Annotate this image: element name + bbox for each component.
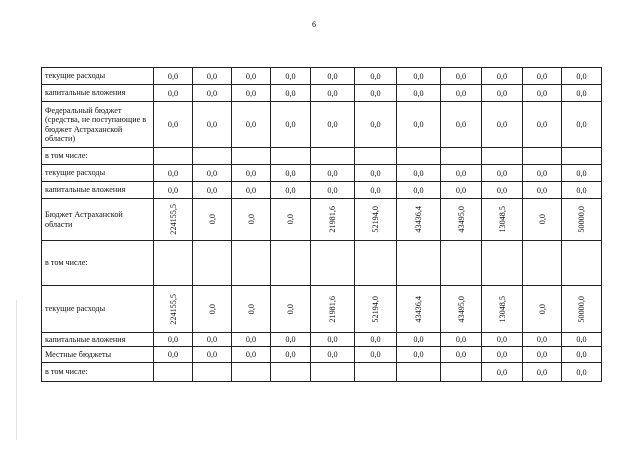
- value-cell: [271, 199, 311, 241]
- cell-value: 0,0: [496, 120, 508, 129]
- cell-value: 0,0: [536, 168, 548, 178]
- value-cell: [523, 363, 562, 382]
- rotated-value: 0,0: [207, 303, 217, 315]
- value-cell: [271, 68, 311, 85]
- value-cell: [271, 286, 311, 333]
- value-cell: [441, 68, 482, 85]
- value-cell: [523, 148, 562, 165]
- cell-value: 0,0: [536, 185, 548, 195]
- cell-value: 0,0: [327, 335, 338, 344]
- cell-value: 0,0: [576, 350, 587, 359]
- value-cell: [311, 347, 355, 363]
- value-cell: [311, 102, 355, 148]
- value-cell: [397, 102, 441, 148]
- value-cell: [154, 199, 193, 241]
- value-cell: [355, 286, 397, 333]
- value-cell: [562, 363, 602, 382]
- cell-value: 0,0: [285, 71, 296, 81]
- value-cell: [562, 199, 602, 241]
- value-cell: [232, 102, 271, 148]
- rotated-value-wrap: [562, 287, 601, 332]
- cell-value: 0,0: [455, 71, 467, 81]
- value-cell: [154, 286, 193, 333]
- value-cell: [355, 182, 397, 199]
- rotated-value-wrap: [397, 200, 440, 240]
- cell-value: 0,0: [206, 120, 218, 129]
- cell-value: 0,0: [536, 350, 548, 359]
- value-cell: [232, 241, 271, 286]
- value-cell: [311, 85, 355, 102]
- cell-value: 0,0: [455, 168, 467, 178]
- row-label: капитальные вложения: [42, 182, 154, 199]
- cell-value: 0,0: [167, 185, 179, 195]
- cell-value: 0,0: [245, 350, 257, 359]
- cell-value: 0,0: [413, 88, 424, 98]
- budget-table-body: [42, 68, 602, 382]
- value-cell: [355, 148, 397, 165]
- rotated-value: 43436,4: [414, 206, 423, 233]
- value-cell: [441, 363, 482, 382]
- value-cell: [193, 148, 232, 165]
- row-label: текущие расходы: [42, 165, 154, 182]
- value-cell: [482, 68, 523, 85]
- rotated-value-wrap: [311, 287, 354, 332]
- value-cell: [232, 165, 271, 182]
- rotated-value-wrap: [441, 287, 481, 332]
- cell-value: 0,0: [370, 168, 381, 178]
- value-cell: [523, 85, 562, 102]
- value-cell: [355, 241, 397, 286]
- row-label: текущие расходы: [42, 286, 154, 333]
- value-cell: [482, 102, 523, 148]
- cell-value: 0,0: [576, 88, 587, 98]
- value-cell: [193, 286, 232, 333]
- cell-value: 0,0: [245, 120, 257, 129]
- page-number: 6: [312, 20, 316, 29]
- value-cell: [271, 148, 311, 165]
- cell-value: 0,0: [496, 185, 508, 195]
- value-cell: [441, 182, 482, 199]
- rotated-value: 43495,0: [456, 295, 466, 323]
- value-cell: [523, 241, 562, 286]
- cell-value: 0,0: [245, 185, 257, 195]
- value-cell: [562, 333, 602, 347]
- cell-value: 0,0: [206, 71, 218, 81]
- cell-value: 0,0: [285, 335, 296, 344]
- rotated-value: 0,0: [537, 214, 547, 225]
- cell-value: 0,0: [245, 335, 257, 344]
- cell-value: 0,0: [370, 120, 381, 129]
- rotated-value-wrap: [154, 200, 192, 240]
- cell-value: 0,0: [285, 120, 296, 129]
- row-label: в том числе:: [42, 148, 154, 165]
- value-cell: [271, 333, 311, 347]
- cell-value: 0,0: [370, 335, 381, 344]
- rotated-value-wrap: [355, 200, 396, 240]
- rotated-value: 224155,5: [168, 293, 178, 325]
- table-row: [42, 363, 602, 382]
- value-cell: [441, 165, 482, 182]
- table-row: [42, 182, 602, 199]
- value-cell: [154, 182, 193, 199]
- cell-value: 0,0: [576, 185, 587, 195]
- table-row: [42, 333, 602, 347]
- rotated-value-wrap: [154, 287, 192, 332]
- value-cell: [355, 363, 397, 382]
- value-cell: [523, 182, 562, 199]
- table-row: [42, 347, 602, 363]
- cell-value: 0,0: [455, 335, 467, 344]
- rotated-value: 21981,6: [328, 206, 337, 233]
- cell-value: 0,0: [167, 120, 179, 129]
- value-cell: [397, 199, 441, 241]
- cell-value: 0,0: [245, 71, 257, 81]
- cell-value: 0,0: [285, 350, 296, 359]
- rotated-value: 43436,4: [414, 295, 423, 323]
- cell-value: 0,0: [370, 71, 381, 81]
- value-cell: [441, 148, 482, 165]
- cell-value: 0,0: [536, 335, 548, 344]
- cell-value: 0,0: [536, 71, 548, 81]
- value-cell: [562, 102, 602, 148]
- value-cell: [271, 165, 311, 182]
- cell-value: 0,0: [496, 335, 508, 344]
- row-label: в том числе:: [42, 241, 154, 286]
- value-cell: [271, 102, 311, 148]
- cell-value: 0,0: [167, 168, 179, 178]
- rotated-value: 0,0: [246, 303, 256, 315]
- cell-value: 0,0: [327, 185, 338, 195]
- value-cell: [355, 102, 397, 148]
- value-cell: [154, 363, 193, 382]
- value-cell: [355, 333, 397, 347]
- cell-value: 0,0: [536, 120, 548, 129]
- cell-value: 0,0: [370, 350, 381, 359]
- budget-table: [41, 67, 602, 382]
- cell-value: 0,0: [413, 350, 424, 359]
- cell-value: 0,0: [576, 335, 587, 344]
- rotated-value: 52194,0: [371, 295, 380, 323]
- cell-value: 0,0: [167, 350, 179, 359]
- value-cell: [154, 165, 193, 182]
- rotated-value: 50000,0: [577, 206, 586, 233]
- cell-value: 0,0: [370, 88, 381, 98]
- row-label: капитальные вложения: [42, 333, 154, 347]
- value-cell: [562, 286, 602, 333]
- cell-value: 0,0: [496, 367, 508, 377]
- cell-value: 0,0: [206, 350, 218, 359]
- value-cell: [397, 68, 441, 85]
- cell-value: 0,0: [413, 120, 424, 129]
- value-cell: [523, 286, 562, 333]
- value-cell: [482, 165, 523, 182]
- value-cell: [311, 286, 355, 333]
- value-cell: [562, 347, 602, 363]
- value-cell: [482, 286, 523, 333]
- value-cell: [397, 333, 441, 347]
- rotated-value: 13048,5: [497, 206, 507, 233]
- value-cell: [397, 363, 441, 382]
- value-cell: [562, 68, 602, 85]
- cell-value: 0,0: [206, 168, 218, 178]
- table-row: [42, 148, 602, 165]
- value-cell: [193, 165, 232, 182]
- value-cell: [311, 363, 355, 382]
- value-cell: [271, 182, 311, 199]
- cell-value: 0,0: [455, 120, 467, 129]
- value-cell: [154, 333, 193, 347]
- rotated-value-wrap: [562, 200, 601, 240]
- value-cell: [482, 182, 523, 199]
- cell-value: 0,0: [167, 88, 179, 98]
- cell-value: 0,0: [285, 185, 296, 195]
- value-cell: [193, 68, 232, 85]
- cell-value: 0,0: [413, 168, 424, 178]
- table-row: [42, 85, 602, 102]
- table-row: [42, 241, 602, 286]
- value-cell: [397, 165, 441, 182]
- value-cell: [562, 241, 602, 286]
- value-cell: [482, 347, 523, 363]
- cell-value: 0,0: [496, 88, 508, 98]
- value-cell: [355, 199, 397, 241]
- cell-value: 0,0: [496, 350, 508, 359]
- value-cell: [154, 85, 193, 102]
- cell-value: 0,0: [496, 168, 508, 178]
- value-cell: [523, 102, 562, 148]
- table-row: [42, 199, 602, 241]
- value-cell: [482, 241, 523, 286]
- value-cell: [562, 182, 602, 199]
- value-cell: [271, 85, 311, 102]
- rotated-value-wrap: [271, 200, 310, 240]
- value-cell: [397, 241, 441, 286]
- value-cell: [311, 241, 355, 286]
- cell-value: 0,0: [327, 168, 338, 178]
- table-row: [42, 286, 602, 333]
- value-cell: [441, 347, 482, 363]
- value-cell: [193, 199, 232, 241]
- scan-margin-line: [16, 300, 17, 440]
- value-cell: [154, 102, 193, 148]
- value-cell: [193, 182, 232, 199]
- value-cell: [193, 363, 232, 382]
- value-cell: [355, 68, 397, 85]
- cell-value: 0,0: [370, 185, 381, 195]
- value-cell: [523, 68, 562, 85]
- value-cell: [482, 333, 523, 347]
- cell-value: 0,0: [536, 88, 548, 98]
- rotated-value: 0,0: [246, 214, 256, 225]
- value-cell: [232, 363, 271, 382]
- cell-value: 0,0: [245, 88, 257, 98]
- value-cell: [562, 148, 602, 165]
- cell-value: 0,0: [327, 120, 338, 129]
- value-cell: [562, 85, 602, 102]
- rotated-value-wrap: [523, 287, 561, 332]
- value-cell: [441, 286, 482, 333]
- rotated-value: 0,0: [537, 303, 547, 315]
- value-cell: [355, 165, 397, 182]
- rotated-value-wrap: [397, 287, 440, 332]
- value-cell: [397, 148, 441, 165]
- value-cell: [232, 182, 271, 199]
- value-cell: [154, 347, 193, 363]
- rotated-value-wrap: [482, 200, 522, 240]
- cell-value: 0,0: [245, 168, 257, 178]
- cell-value: 0,0: [413, 185, 424, 195]
- row-label: в том числе:: [42, 363, 154, 382]
- value-cell: [482, 199, 523, 241]
- value-cell: [523, 165, 562, 182]
- cell-value: 0,0: [206, 185, 218, 195]
- value-cell: [193, 347, 232, 363]
- cell-value: 0,0: [576, 71, 587, 81]
- value-cell: [441, 241, 482, 286]
- cell-value: 0,0: [413, 71, 424, 81]
- value-cell: [311, 199, 355, 241]
- rotated-value-wrap: [193, 200, 231, 240]
- value-cell: [482, 148, 523, 165]
- value-cell: [154, 241, 193, 286]
- cell-value: 0,0: [327, 71, 338, 81]
- cell-value: 0,0: [206, 88, 218, 98]
- row-label: Местные бюджеты: [42, 347, 154, 363]
- table-row: [42, 102, 602, 148]
- row-label: Бюджет Астраханской области: [42, 199, 154, 241]
- value-cell: [232, 199, 271, 241]
- value-cell: [397, 347, 441, 363]
- cell-value: 0,0: [413, 335, 424, 344]
- rotated-value: 13048,5: [497, 295, 507, 323]
- value-cell: [397, 182, 441, 199]
- value-cell: [154, 68, 193, 85]
- value-cell: [397, 286, 441, 333]
- rotated-value-wrap: [355, 287, 396, 332]
- cell-value: 0,0: [496, 71, 508, 81]
- value-cell: [232, 333, 271, 347]
- cell-value: 0,0: [536, 367, 548, 377]
- rotated-value-wrap: [523, 200, 561, 240]
- value-cell: [193, 85, 232, 102]
- rotated-value-wrap: [271, 287, 310, 332]
- value-cell: [232, 286, 271, 333]
- cell-value: 0,0: [206, 335, 218, 344]
- value-cell: [355, 85, 397, 102]
- value-cell: [523, 333, 562, 347]
- value-cell: [397, 85, 441, 102]
- value-cell: [523, 347, 562, 363]
- rotated-value: 0,0: [286, 303, 295, 315]
- row-label: капитальные вложения: [42, 85, 154, 102]
- row-label: Федеральный бюджет (средства, не поступающие в бюджет Астраханской области): [42, 102, 154, 148]
- cell-value: 0,0: [576, 168, 587, 178]
- rotated-value: 43495,0: [456, 206, 466, 233]
- cell-value: 0,0: [576, 367, 587, 377]
- value-cell: [193, 333, 232, 347]
- rotated-value: 21981,6: [328, 295, 337, 323]
- value-cell: [271, 241, 311, 286]
- cell-value: 0,0: [327, 88, 338, 98]
- rotated-value-wrap: [311, 200, 354, 240]
- cell-value: 0,0: [285, 168, 296, 178]
- value-cell: [154, 148, 193, 165]
- value-cell: [232, 347, 271, 363]
- value-cell: [311, 182, 355, 199]
- cell-value: 0,0: [327, 350, 338, 359]
- value-cell: [523, 199, 562, 241]
- value-cell: [232, 68, 271, 85]
- cell-value: 0,0: [167, 335, 179, 344]
- rotated-value: 52194,0: [371, 206, 380, 233]
- value-cell: [441, 85, 482, 102]
- rotated-value: 224155,5: [168, 204, 178, 235]
- value-cell: [271, 347, 311, 363]
- value-cell: [355, 347, 397, 363]
- value-cell: [232, 148, 271, 165]
- value-cell: [271, 363, 311, 382]
- rotated-value: 0,0: [286, 214, 295, 225]
- rotated-value: 0,0: [207, 214, 217, 225]
- rotated-value-wrap: [441, 200, 481, 240]
- rotated-value-wrap: [232, 287, 270, 332]
- rotated-value-wrap: [482, 287, 522, 332]
- value-cell: [562, 165, 602, 182]
- value-cell: [482, 85, 523, 102]
- table-row: [42, 68, 602, 85]
- cell-value: 0,0: [285, 88, 296, 98]
- value-cell: [441, 102, 482, 148]
- value-cell: [482, 363, 523, 382]
- cell-value: 0,0: [576, 120, 587, 129]
- rotated-value: 50000,0: [577, 295, 586, 323]
- cell-value: 0,0: [455, 350, 467, 359]
- value-cell: [441, 333, 482, 347]
- row-label: текущие расходы: [42, 68, 154, 85]
- rotated-value-wrap: [193, 287, 231, 332]
- value-cell: [441, 199, 482, 241]
- rotated-value-wrap: [232, 200, 270, 240]
- value-cell: [193, 102, 232, 148]
- value-cell: [232, 85, 271, 102]
- value-cell: [311, 68, 355, 85]
- value-cell: [193, 241, 232, 286]
- value-cell: [311, 333, 355, 347]
- table-row: [42, 165, 602, 182]
- value-cell: [311, 148, 355, 165]
- cell-value: 0,0: [455, 185, 467, 195]
- cell-value: 0,0: [167, 71, 179, 81]
- value-cell: [311, 165, 355, 182]
- cell-value: 0,0: [455, 88, 467, 98]
